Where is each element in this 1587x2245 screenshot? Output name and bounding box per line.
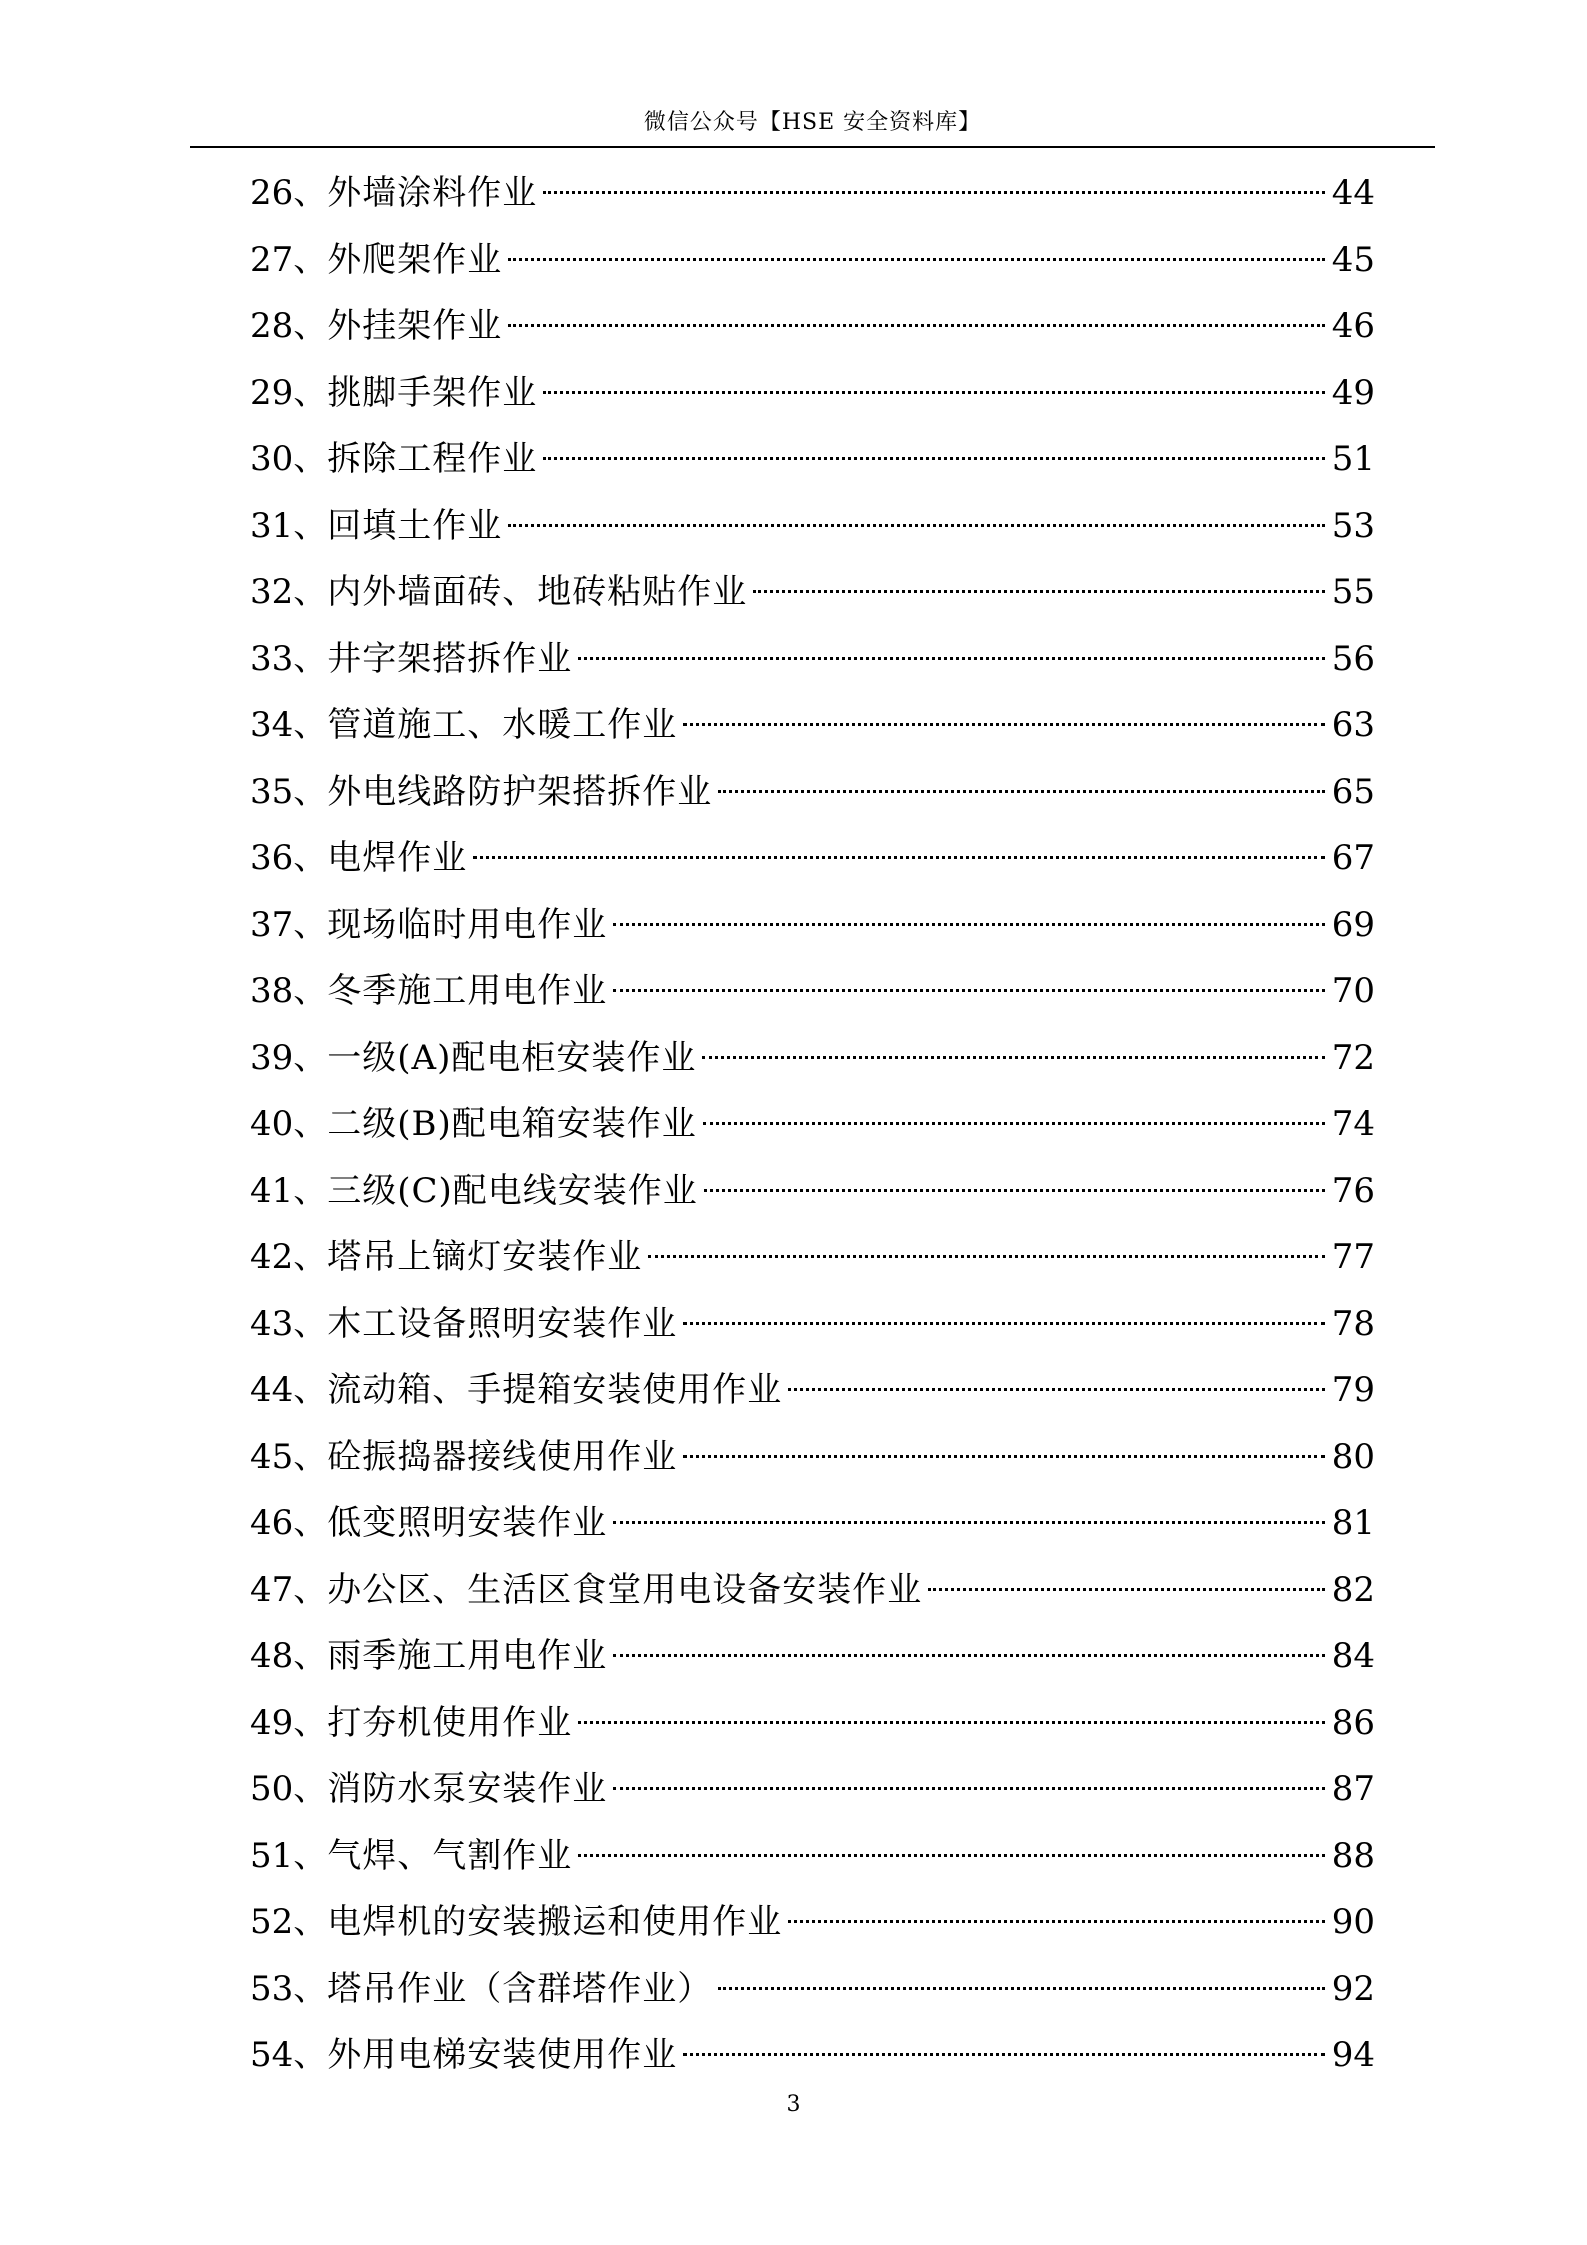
toc-entry-page: 44 xyxy=(1331,173,1375,213)
toc-entry-number: 38、 xyxy=(250,971,328,1011)
toc-entry[interactable] xyxy=(250,1224,1375,1291)
toc-entry-number: 54、 xyxy=(250,2035,328,2075)
toc-dot-leader xyxy=(543,391,1325,394)
toc-entry-number: 42、 xyxy=(250,1237,328,1277)
toc-entry-page: 49 xyxy=(1331,372,1375,413)
toc-entry-title: 外墙涂料作业 xyxy=(327,173,538,213)
page-header: 微信公众号【HSE 安全资料库】 xyxy=(643,110,982,135)
header-divider xyxy=(190,146,1435,148)
toc-entry-title: 电焊作业 xyxy=(327,838,468,878)
toc-entry[interactable] xyxy=(250,1424,1375,1491)
toc-entry-number: 29、 xyxy=(250,372,328,413)
toc-entry-title: 雨季施工用电作业 xyxy=(327,1636,608,1676)
toc-entry[interactable] xyxy=(250,958,1375,1025)
toc-dot-leader xyxy=(508,324,1325,327)
toc-entry-number: 40、 xyxy=(250,1104,328,1144)
toc-entry-title: 流动箱、手提箱安装使用作业 xyxy=(327,1370,783,1410)
toc-entry[interactable] xyxy=(250,1025,1375,1092)
toc-entry[interactable] xyxy=(250,1291,1375,1358)
toc-entry-page: 56 xyxy=(1331,638,1375,679)
toc-dot-leader xyxy=(788,1388,1325,1391)
toc-entry-number: 43、 xyxy=(250,1303,328,1344)
toc-entry-page: 70 xyxy=(1331,971,1375,1011)
toc-entry-title: 冬季施工用电作业 xyxy=(327,971,608,1011)
toc-entry-number: 52、 xyxy=(250,1902,328,1942)
toc-entry-title: 一级(A)配电柜安装作业 xyxy=(327,1037,697,1078)
toc-entry-title: 拆除工程作业 xyxy=(327,439,538,479)
toc-dot-leader xyxy=(928,1588,1325,1591)
toc-entry-page: 45 xyxy=(1331,239,1375,280)
toc-entry-page: 76 xyxy=(1331,1170,1375,1211)
toc-entry-title: 三级(C)配电线安装作业 xyxy=(327,1170,698,1211)
toc-entry[interactable] xyxy=(250,1690,1375,1757)
toc-dot-leader xyxy=(578,1721,1325,1724)
toc-entry-number: 46、 xyxy=(250,1503,328,1543)
toc-entry-page: 87 xyxy=(1331,1769,1375,1809)
toc-entry-number: 31、 xyxy=(250,505,328,546)
page-number: 3 xyxy=(786,2092,801,2117)
toc-entry-number: 53、 xyxy=(250,1968,328,2009)
toc-entry-number: 37、 xyxy=(250,904,328,945)
toc-entry-page: 53 xyxy=(1331,505,1375,546)
toc-dot-leader xyxy=(508,524,1325,527)
toc-entry-title: 塔吊作业（含群塔作业） xyxy=(327,1968,713,2009)
toc-entry-page: 46 xyxy=(1331,306,1375,346)
toc-entry-title: 回填土作业 xyxy=(327,505,503,546)
toc-entry-number: 44、 xyxy=(250,1370,328,1410)
toc-entry-title: 砼振捣器接线使用作业 xyxy=(327,1436,678,1477)
toc-entry-number: 41、 xyxy=(250,1170,328,1211)
toc-entry-number: 49、 xyxy=(250,1702,328,1743)
toc-entry-title: 外用电梯安装使用作业 xyxy=(327,2035,678,2075)
toc-entry-page: 72 xyxy=(1331,1037,1375,1078)
toc-entry-title: 低变照明安装作业 xyxy=(327,1503,608,1543)
toc-dot-leader xyxy=(613,1654,1325,1657)
toc-dot-leader xyxy=(578,657,1325,660)
toc-entry-number: 28、 xyxy=(250,306,328,346)
toc-dot-leader xyxy=(683,2053,1325,2056)
toc-entry-title: 现场临时用电作业 xyxy=(327,904,608,945)
toc-entry-title: 挑脚手架作业 xyxy=(327,372,538,413)
toc-entry[interactable] xyxy=(250,692,1375,759)
toc-entry[interactable] xyxy=(250,1557,1375,1624)
toc-entry-number: 27、 xyxy=(250,239,328,280)
toc-entry[interactable] xyxy=(250,1490,1375,1557)
toc-entry-title: 木工设备照明安装作业 xyxy=(327,1303,678,1344)
toc-dot-leader xyxy=(613,989,1325,992)
toc-entry[interactable] xyxy=(250,1756,1375,1823)
toc-entry-title: 办公区、生活区食堂用电设备安装作业 xyxy=(327,1569,923,1610)
toc-entry[interactable] xyxy=(250,626,1375,693)
toc-entry-number: 30、 xyxy=(250,439,328,479)
toc-entry[interactable] xyxy=(250,493,1375,560)
toc-dot-leader xyxy=(683,1322,1325,1325)
toc-dot-leader xyxy=(613,1787,1325,1790)
toc-entry-page: 55 xyxy=(1331,572,1375,612)
toc-entry[interactable] xyxy=(250,293,1375,360)
toc-entry-page: 80 xyxy=(1331,1436,1375,1477)
toc-entry-number: 48、 xyxy=(250,1636,328,1676)
toc-entry[interactable] xyxy=(250,892,1375,959)
table-of-contents xyxy=(250,160,1375,2089)
toc-entry-page: 51 xyxy=(1331,439,1375,479)
toc-dot-leader xyxy=(578,1854,1325,1857)
toc-entry[interactable] xyxy=(250,1623,1375,1690)
toc-entry[interactable] xyxy=(250,2022,1375,2089)
toc-entry[interactable] xyxy=(250,160,1375,227)
toc-entry-page: 78 xyxy=(1331,1303,1375,1344)
toc-dot-leader xyxy=(508,258,1325,261)
toc-entry-title: 内外墙面砖、地砖粘贴作业 xyxy=(327,572,748,612)
toc-entry-title: 塔吊上镝灯安装作业 xyxy=(327,1237,643,1277)
toc-entry-page: 94 xyxy=(1331,2035,1375,2075)
toc-entry-page: 67 xyxy=(1331,838,1375,878)
toc-entry[interactable] xyxy=(250,825,1375,892)
toc-entry-number: 39、 xyxy=(250,1037,328,1078)
toc-entry-page: 74 xyxy=(1331,1104,1375,1144)
toc-entry-number: 51、 xyxy=(250,1835,328,1876)
toc-entry-page: 81 xyxy=(1331,1503,1375,1543)
toc-entry[interactable] xyxy=(250,1091,1375,1158)
toc-entry[interactable] xyxy=(250,360,1375,427)
toc-entry-page: 88 xyxy=(1331,1835,1375,1876)
toc-dot-leader xyxy=(718,790,1325,793)
toc-entry[interactable] xyxy=(250,1889,1375,1956)
toc-dot-leader xyxy=(753,590,1325,593)
toc-dot-leader xyxy=(703,1122,1325,1125)
toc-dot-leader xyxy=(702,1056,1325,1059)
toc-entry[interactable] xyxy=(250,227,1375,294)
toc-entry-number: 33、 xyxy=(250,638,328,679)
toc-entry[interactable] xyxy=(250,1357,1375,1424)
toc-entry[interactable] xyxy=(250,1956,1375,2023)
toc-entry-number: 34、 xyxy=(250,705,328,745)
toc-entry[interactable] xyxy=(250,559,1375,626)
toc-entry-number: 50、 xyxy=(250,1769,328,1809)
toc-dot-leader xyxy=(543,191,1325,194)
toc-entry-title: 打夯机使用作业 xyxy=(327,1702,573,1743)
toc-entry-number: 26、 xyxy=(250,173,328,213)
toc-entry[interactable] xyxy=(250,1823,1375,1890)
toc-entry-title: 外爬架作业 xyxy=(327,239,503,280)
toc-entry-page: 92 xyxy=(1331,1968,1375,2009)
toc-dot-leader xyxy=(648,1255,1325,1258)
toc-entry-page: 63 xyxy=(1331,705,1375,745)
toc-entry-title: 外挂架作业 xyxy=(327,306,503,346)
toc-entry-page: 69 xyxy=(1331,904,1375,945)
toc-dot-leader xyxy=(473,856,1325,859)
toc-entry-page: 82 xyxy=(1331,1569,1375,1610)
toc-entry-number: 45、 xyxy=(250,1436,328,1477)
toc-entry-title: 外电线路防护架搭拆作业 xyxy=(327,771,713,812)
toc-entry-number: 35、 xyxy=(250,771,328,812)
toc-entry[interactable] xyxy=(250,1158,1375,1225)
toc-entry-number: 47、 xyxy=(250,1569,328,1610)
toc-entry-page: 65 xyxy=(1331,771,1375,812)
toc-dot-leader xyxy=(543,457,1325,460)
toc-dot-leader xyxy=(613,1521,1325,1524)
toc-entry-page: 84 xyxy=(1331,1636,1375,1676)
toc-dot-leader xyxy=(718,1987,1325,1990)
toc-entry-number: 32、 xyxy=(250,572,328,612)
toc-entry-number: 36、 xyxy=(250,838,328,878)
toc-entry-page: 86 xyxy=(1331,1702,1375,1743)
toc-dot-leader xyxy=(704,1189,1325,1192)
toc-dot-leader xyxy=(788,1920,1325,1923)
toc-entry[interactable] xyxy=(250,426,1375,493)
toc-entry-title: 二级(B)配电箱安装作业 xyxy=(327,1104,697,1144)
toc-entry-page: 90 xyxy=(1331,1902,1375,1942)
toc-dot-leader xyxy=(683,723,1325,726)
toc-entry-page: 79 xyxy=(1331,1370,1375,1410)
toc-entry-title: 管道施工、水暖工作业 xyxy=(327,705,678,745)
toc-dot-leader xyxy=(613,923,1325,926)
toc-dot-leader xyxy=(683,1455,1325,1458)
toc-entry-title: 井字架搭拆作业 xyxy=(327,638,573,679)
toc-entry-title: 气焊、气割作业 xyxy=(327,1835,573,1876)
toc-entry-title: 消防水泵安装作业 xyxy=(327,1769,608,1809)
toc-entry[interactable] xyxy=(250,759,1375,826)
toc-entry-title: 电焊机的安装搬运和使用作业 xyxy=(327,1902,783,1942)
toc-entry-page: 77 xyxy=(1331,1237,1375,1277)
